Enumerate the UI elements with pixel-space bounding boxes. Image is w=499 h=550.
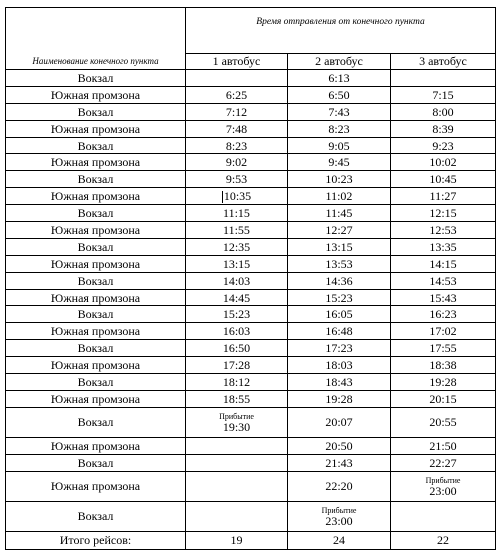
time-cell-bus-3: 17:55 [391, 340, 496, 357]
time-cell-bus-1 [186, 471, 288, 501]
table-row [6, 374, 496, 391]
time-cell-bus-2: 16:05 [288, 306, 391, 323]
header-departure-time: Время отправления от конечного пункта [186, 8, 496, 54]
time-cell-bus-3: 10:45 [391, 171, 496, 188]
time-cell-bus-3: 17:02 [391, 323, 496, 340]
time-cell-bus-3: 11:27 [391, 188, 496, 205]
time-cell-bus-3 [391, 70, 496, 87]
time-cell-bus-3: 16:23 [391, 306, 496, 323]
time-cell-bus-1: 11:15 [186, 205, 288, 222]
time-cell-bus-2: 11:45 [288, 205, 391, 222]
stop-name-cell: Южная промзона [6, 357, 186, 374]
table-row [6, 205, 496, 222]
time-cell-bus-1 [186, 454, 288, 471]
stop-name-cell: Южная промзона [6, 471, 186, 501]
time-cell-bus-2: 18:03 [288, 357, 391, 374]
time-cell-bus-1: 18:55 [186, 390, 288, 407]
table-row [6, 407, 496, 437]
time-cell-bus-2: 12:27 [288, 222, 391, 239]
time-cell-bus-3: 8:39 [391, 120, 496, 137]
arrival-time: 23:00 [429, 483, 457, 498]
time-cell-bus-3: 15:43 [391, 289, 496, 306]
time-cell-bus-2: 13:53 [288, 255, 391, 272]
time-cell-bus-1 [186, 407, 288, 437]
header-stop-name: Наименование конечного пункта [6, 8, 186, 70]
arrival-label: Прибытие [425, 475, 461, 485]
time-cell-bus-1 [186, 437, 288, 454]
time-cell-bus-2: 11:02 [288, 188, 391, 205]
time-cell-bus-1: 12:35 [186, 238, 288, 255]
stop-name-cell: Вокзал [6, 407, 186, 437]
time-cell-bus-3: 9:23 [391, 137, 496, 154]
time-cell-bus-3: 19:28 [391, 374, 496, 391]
table-row [6, 86, 496, 103]
stop-name-cell: Южная промзона [6, 120, 186, 137]
time-value: 10:35 [223, 189, 252, 204]
time-cell-bus-2: 10:23 [288, 171, 391, 188]
header-bus-3: 3 автобус [391, 54, 496, 70]
time-cell-bus-2: 17:23 [288, 340, 391, 357]
time-cell-bus-2: 16:48 [288, 323, 391, 340]
table-row [6, 501, 496, 531]
time-cell-bus-1: 17:28 [186, 357, 288, 374]
time-cell-bus-3: 12:15 [391, 205, 496, 222]
table-row [6, 340, 496, 357]
arrival-label: Прибытие [321, 505, 357, 515]
stop-name-cell: Вокзал [6, 205, 186, 222]
stop-name-cell: Вокзал [6, 272, 186, 289]
stop-name-cell: Южная промзона [6, 86, 186, 103]
time-cell-bus-1: 11:55 [186, 222, 288, 239]
stop-name-cell: Южная промзона [6, 154, 186, 171]
time-cell-bus-1: 16:50 [186, 340, 288, 357]
table-row [6, 471, 496, 501]
arrival-time: 23:00 [325, 513, 353, 528]
table-row [6, 437, 496, 454]
stop-name-cell: Вокзал [6, 454, 186, 471]
time-cell-bus-3: 20:15 [391, 390, 496, 407]
table-row [6, 70, 496, 87]
time-cell-bus-1: 18:12 [186, 374, 288, 391]
time-cell-bus-1: 14:03 [186, 272, 288, 289]
time-cell-bus-2: 18:43 [288, 374, 391, 391]
table-row [6, 454, 496, 471]
total-bus-3: 22 [391, 531, 496, 549]
time-cell-bus-1: 14:45 [186, 289, 288, 306]
totals-label: Итого рейсов: [6, 531, 186, 549]
time-cell-bus-2: 22:20 [288, 471, 391, 501]
stop-name-cell: Южная промзона [6, 222, 186, 239]
total-bus-2: 24 [288, 531, 391, 549]
table-row [6, 238, 496, 255]
arrival-time: 19:30 [222, 419, 251, 434]
stop-name-cell: Вокзал [6, 238, 186, 255]
table-row [6, 255, 496, 272]
time-cell-bus-3: 14:15 [391, 255, 496, 272]
stop-name-cell: Южная промзона [6, 188, 186, 205]
time-cell-bus-2: 7:43 [288, 103, 391, 120]
time-cell-bus-1: 15:23 [186, 306, 288, 323]
table-row [6, 272, 496, 289]
time-cell-bus-2: 9:05 [288, 137, 391, 154]
table-row [6, 120, 496, 137]
table-row [6, 188, 496, 205]
time-cell-bus-1: 8:23 [186, 137, 288, 154]
time-cell-bus-1: 9:53 [186, 171, 288, 188]
table-row [6, 154, 496, 171]
header-bus-1: 1 автобус [186, 54, 288, 70]
time-cell-bus-1: 7:12 [186, 103, 288, 120]
time-cell-bus-2: 6:13 [288, 70, 391, 87]
stop-name-cell: Вокзал [6, 340, 186, 357]
arrival-label: Прибытие [219, 411, 254, 421]
stop-name-cell: Вокзал [6, 306, 186, 323]
time-cell-bus-1 [186, 501, 288, 531]
time-cell-bus-3: 21:50 [391, 437, 496, 454]
time-cell-bus-3: 18:38 [391, 357, 496, 374]
table-row [6, 103, 496, 120]
stop-name-cell: Южная промзона [6, 323, 186, 340]
schedule-table [5, 7, 496, 550]
time-cell-bus-2: 15:23 [288, 289, 391, 306]
time-cell-bus-1: 6:25 [186, 86, 288, 103]
time-cell-bus-2: 13:15 [288, 238, 391, 255]
stop-name-cell: Вокзал [6, 137, 186, 154]
stop-name-cell: Южная промзона [6, 437, 186, 454]
table-row [6, 171, 496, 188]
schedule-document [5, 7, 495, 550]
time-cell-bus-3: 14:53 [391, 272, 496, 289]
stop-name-cell: Южная промзона [6, 390, 186, 407]
stop-name-cell: Вокзал [6, 103, 186, 120]
stop-name-cell: Южная промзона [6, 289, 186, 306]
table-row [6, 390, 496, 407]
time-cell-bus-3: 20:55 [391, 407, 496, 437]
time-cell-bus-2: 6:50 [288, 86, 391, 103]
table-row [6, 357, 496, 374]
time-cell-bus-3: 7:15 [391, 86, 496, 103]
text-cursor [222, 191, 223, 203]
time-cell-bus-2: 19:28 [288, 390, 391, 407]
time-cell-bus-3 [391, 501, 496, 531]
stop-name-cell: Вокзал [6, 501, 186, 531]
time-cell-bus-2: 20:50 [288, 437, 391, 454]
time-cell-bus-3 [391, 471, 496, 501]
time-cell-bus-3: 13:35 [391, 238, 496, 255]
time-cell-bus-2: 14:36 [288, 272, 391, 289]
time-cell-bus-3: 8:00 [391, 103, 496, 120]
time-cell-bus-1: 13:15 [186, 255, 288, 272]
stop-name-cell: Вокзал [6, 374, 186, 391]
time-cell-bus-3: 22:27 [391, 454, 496, 471]
time-cell-bus-2 [288, 501, 391, 531]
time-cell-bus-1 [186, 188, 288, 205]
time-cell-bus-3: 12:53 [391, 222, 496, 239]
table-row [6, 137, 496, 154]
time-cell-bus-2: 20:07 [288, 407, 391, 437]
table-row [6, 222, 496, 239]
time-cell-bus-1: 16:03 [186, 323, 288, 340]
total-bus-1: 19 [186, 531, 288, 549]
stop-name-cell: Южная промзона [6, 255, 186, 272]
header-bus-2: 2 автобус [288, 54, 391, 70]
time-cell-bus-2: 21:43 [288, 454, 391, 471]
time-cell-bus-3: 10:02 [391, 154, 496, 171]
header-row [6, 8, 496, 54]
stop-name-cell: Вокзал [6, 171, 186, 188]
table-row [6, 289, 496, 306]
table-row [6, 323, 496, 340]
time-cell-bus-2: 9:45 [288, 154, 391, 171]
time-cell-bus-1: 7:48 [186, 120, 288, 137]
time-cell-bus-1 [186, 70, 288, 87]
time-cell-bus-1: 9:02 [186, 154, 288, 171]
table-row [6, 306, 496, 323]
time-cell-bus-2: 8:23 [288, 120, 391, 137]
stop-name-cell: Вокзал [6, 70, 186, 87]
